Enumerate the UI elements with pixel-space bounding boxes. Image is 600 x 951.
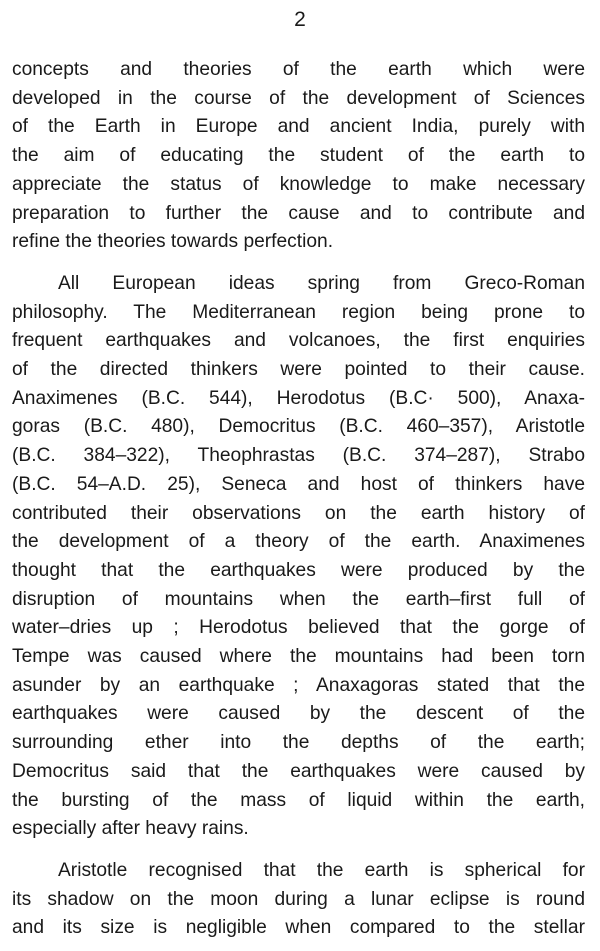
- page-number: 2: [294, 8, 306, 31]
- text-line: Tempe was caused where the mountains had been torn: [12, 646, 585, 668]
- text-line: appreciate the status of knowledge to make necessary: [12, 173, 585, 195]
- text-line: goras (B.C. 480), Democritus (B.C. 460–357), Aristotle: [12, 416, 585, 438]
- text-line: and its size is negligible when compared to the stellar: [12, 917, 585, 939]
- text-line: of the directed thinkers were pointed to their cause.: [12, 359, 585, 381]
- text-line: asunder by an earthquake ; Anaxagoras stated that the: [12, 674, 585, 696]
- text-line: All European ideas spring from Greco-Roman: [58, 272, 585, 294]
- text-line: Anaximenes (B.C. 544), Herodotus (B.C· 500), Anaxa-: [12, 387, 585, 409]
- paragraph-3: [12, 857, 585, 943]
- text-line: frequent earthquakes and volcanoes, the first enquiries: [12, 330, 585, 352]
- paragraph-1: [12, 56, 585, 257]
- body-text: [12, 56, 585, 943]
- text-line: its shadow on the moon during a lunar eclipse is round: [12, 888, 585, 910]
- text-line: of the Earth in Europe and ancient India, purely with: [12, 116, 585, 138]
- text-line: contributed their observations on the earth history of: [12, 502, 585, 524]
- text-line: the development of a theory of the earth. Anaximenes: [12, 531, 585, 553]
- text-line: disruption of mountains when the earth–first full of: [12, 588, 585, 610]
- text-line: concepts and theories of the earth which were: [12, 59, 585, 80]
- text-line: (B.C. 384–322), Theophrastas (B.C. 374–287), Strabo: [12, 445, 585, 467]
- text-line: preparation to further the cause and to contribute and: [12, 202, 585, 224]
- text-line: Democritus said that the earthquakes were caused by: [12, 760, 585, 782]
- text-line: thought that the earthquakes were produced by the: [12, 559, 585, 581]
- text-line: especially after heavy rains.: [12, 818, 249, 840]
- text-line: water–dries up ; Herodotus believed that the gorge of: [12, 617, 585, 639]
- text-line: Aristotle recognised that the earth is spherical for: [58, 859, 585, 881]
- text-line: (B.C. 54–A.D. 25), Seneca and host of thinkers have: [12, 473, 585, 495]
- text-line: refine the theories towards perfection.: [12, 231, 334, 253]
- paragraph-2: [12, 270, 585, 844]
- text-line: the bursting of the mass of liquid within the earth,: [12, 789, 585, 811]
- text-line: surrounding ether into the depths of the earth;: [12, 732, 585, 754]
- text-line: philosophy. The Mediterranean region being prone to: [12, 301, 585, 323]
- text-line: the aim of educating the student of the earth to: [12, 145, 585, 167]
- text-line: earthquakes were caused by the descent of the: [12, 703, 585, 725]
- text-line: developed in the course of the development of Sciences: [12, 87, 585, 109]
